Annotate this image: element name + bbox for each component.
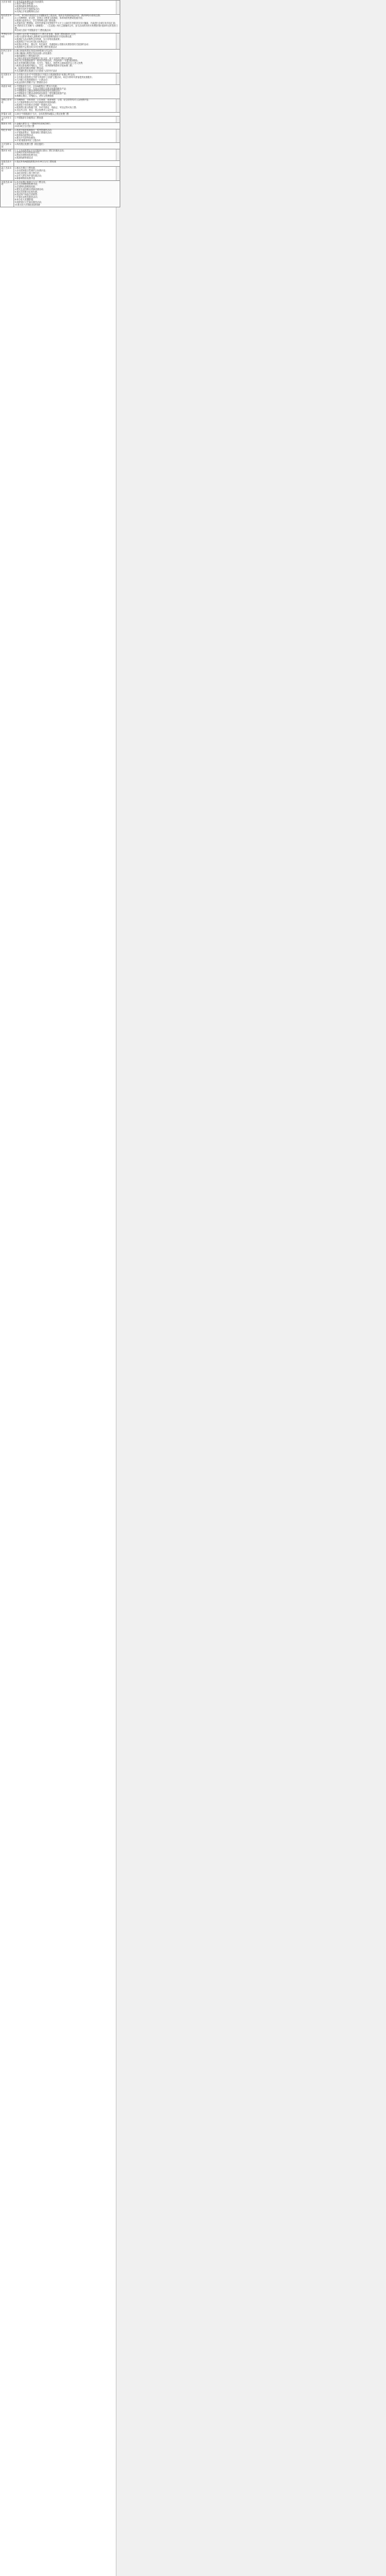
activity-item: 9.组织垦区文艺演出惠民活动； bbox=[15, 200, 44, 204]
activity-item: 4.旅游线路特惠活动 bbox=[15, 156, 33, 160]
activity-item: 5.珠峰山景区，对残疾人、老年人免费游园 bbox=[15, 95, 54, 98]
activity-item: 1.旅游节旅游系统推出一系列的惠民活动； bbox=[15, 129, 54, 132]
activity-item: 4.吉林大湾省直有雪林游园门价五折，低于五折的门票以五折购； bbox=[15, 57, 74, 60]
table-row bbox=[1, 99, 120, 113]
activity-item: 4.旅游专线车开通惠客活动； bbox=[15, 8, 41, 11]
activity-item: 4.旅游景区推出特惠门票，持有导游证、残疾证、军官证等可免门票； bbox=[15, 106, 78, 109]
activity-item: 3.乌苏镇文化旅游团推出一日游活动； bbox=[15, 78, 50, 81]
table-row bbox=[1, 1, 120, 15]
activity-item: 2.公共博物馆、纪念馆、爱国主义教育示范基地、体育场馆免费或优惠开放； bbox=[15, 16, 84, 19]
activity-cell bbox=[14, 167, 120, 181]
activity-item: 5.垦区宾馆推出住宿优惠； bbox=[15, 191, 39, 194]
city-cell: 鸡西市 5项 bbox=[1, 85, 14, 99]
activity-item: 1.中国旅游日当天，全市A级景区门票实行优惠； bbox=[15, 84, 59, 88]
activity-item: 2.5月19日当天免门票 bbox=[15, 125, 35, 128]
activity-item: 2.凉水国家级自然保护区免费开放； bbox=[15, 169, 48, 172]
city-cell: 佳木斯市 4项 bbox=[1, 73, 14, 85]
activity-item: 3.中国旅游日主题活动网络同步推送有奖竞猜活动； bbox=[15, 90, 62, 93]
activity-cell bbox=[14, 73, 120, 85]
activity-item: 6.旅游推介会推出5月19日免费门票的优惠活动 bbox=[15, 45, 57, 48]
activity-item: 1.所有景区免费门票（除北极村） bbox=[15, 142, 46, 146]
activity-item: 9.雪龙湖风景区旅游日当天游客“入园半价”活动 bbox=[15, 70, 57, 73]
city-cell: 农垦总局 1项 bbox=[1, 160, 14, 167]
activity-item: 4.抚远县推出黑瞎子岛门票惠民活动 bbox=[15, 80, 48, 84]
activity-cell bbox=[14, 129, 120, 143]
activity-item: 8.举办北大荒摄影展； bbox=[15, 198, 35, 201]
activity-cell bbox=[14, 181, 120, 207]
activity-item: 1.各农场景区旅游日当天门票全免； bbox=[15, 180, 48, 184]
activity-item: 5.开展“健康游绥化”主题活动 bbox=[15, 138, 41, 142]
activity-item: 1.全市旅行社针对“中国旅游日”开展当日旅游团报价“优惠让利”活动； bbox=[15, 73, 77, 76]
activity-item: 6.启动行及哈“中国旅游日”门票优惠活动 bbox=[15, 29, 51, 32]
table-row bbox=[1, 117, 120, 123]
activity-item: 1.19日“中国旅游日”当天，全市范围内A级以上景区免费门票 bbox=[15, 112, 69, 115]
activity-item: 1.中国旅游日各级景区门票优惠 bbox=[15, 116, 44, 119]
activity-item: 2.当天旅游特推出有关周边游惠民的旅游线路； bbox=[15, 101, 58, 104]
activity-item: 3.农垦特色游路线优惠； bbox=[15, 185, 37, 189]
activity-item: 1.五大连池风景区在中国旅游日推出门票打折惠民活动； bbox=[15, 149, 66, 152]
activity-item: 4.旅游景区于5月19日推出免费活动； bbox=[15, 41, 49, 44]
activity-item: 7.威虎山影视城对残疾人、学生、优秀教师等群体享受免费门票； bbox=[15, 64, 74, 68]
city-cell: 伊春市 1项 bbox=[1, 113, 14, 117]
city-cell: 齐齐哈尔市 6项 bbox=[1, 33, 14, 49]
city-cell: 大庆市 5项 bbox=[1, 1, 14, 15]
table-row bbox=[1, 143, 120, 149]
activity-item: 5.市区内公园、景区、景点免费对公众开放 bbox=[15, 108, 54, 111]
activity-cell bbox=[14, 149, 120, 161]
activity-item: 1.林区各景区门票优惠； bbox=[15, 166, 37, 169]
activity-item: 4.推出乡村游特色路线； bbox=[15, 136, 37, 139]
activity-item: 5.轮滑山风景区、置山园、哈拉新村、泰湖湿地公园推出免费游园有关旅游的活动； bbox=[15, 43, 91, 46]
activity-item: 3.旅游线路免费特惠活动； bbox=[15, 5, 39, 8]
city-cell: 牡丹江市 9项 bbox=[1, 50, 14, 73]
activity-item: 2.爱辉历史陈列馆免费开放； bbox=[15, 151, 41, 155]
activity-cell bbox=[14, 117, 120, 123]
activity-item: 3.旅游电子商务推出全网统一的惠民活动； bbox=[15, 103, 54, 106]
activity-item: 2.旅行社推荐“鹤城人游鹤城”活动的旅游路线报价享受免费优惠； bbox=[15, 35, 73, 39]
activity-item: 1.金融大厦在“五一”期间所有房间打8折； bbox=[15, 122, 52, 126]
activity-cell bbox=[14, 33, 120, 49]
table-row bbox=[1, 167, 120, 181]
activity-item: 5.坑码红手机团购特价活动 bbox=[15, 10, 39, 14]
activity-item: 6.垦区特产商品打折销售； bbox=[15, 193, 39, 196]
activity-item: 2.中国旅游日当天，支持全市旅行社推出优惠线路及产品； bbox=[15, 87, 68, 90]
city-cell: 大兴安岭 1项 bbox=[1, 143, 14, 149]
table-row bbox=[1, 149, 120, 161]
activity-item: 1.垦区所有A级旅游景区5月19日当天门票优惠 bbox=[15, 160, 57, 164]
activity-item: 3.镜泊湖景区门票优惠打折； bbox=[15, 54, 41, 57]
activity-item: 7.开展农业科技展览活动； bbox=[15, 195, 39, 198]
activity-cell bbox=[14, 122, 120, 129]
table-row bbox=[1, 73, 120, 85]
table-row bbox=[1, 14, 120, 33]
activity-cell bbox=[14, 143, 120, 149]
activity-cell bbox=[14, 99, 120, 113]
activity-item: 4.老商音乐门票国际：市民凭游客日有资格中午大厅上公演后打折欣赏音乐厅播演，只能进行全城文化音乐汇演； bbox=[15, 21, 117, 24]
activity-item: 4.中国旅游日主题活动网络同步推送二等奖赠送旅游产品； bbox=[15, 92, 68, 95]
activity-item: 2.北大荒博物馆免费开放； bbox=[15, 183, 39, 186]
activity-item: 8.一起游乐园推出特惠门票活动； bbox=[15, 67, 46, 70]
city-cell: 黑河市 4项 bbox=[1, 149, 14, 161]
activity-cell bbox=[14, 14, 120, 33]
activity-item: 10.推出北大荒精品旅游线路 bbox=[15, 203, 41, 206]
activity-item: 1.发放温泉免费活动红包优惠券； bbox=[15, 0, 46, 3]
activity-item: 1.组织行业开展“中国旅游日”门票打折优惠，旅游门票优惠到七五折； bbox=[15, 33, 78, 36]
activity-item: 4.观光农业园推出采摘优惠活动； bbox=[15, 188, 46, 191]
activity-item: 4.亚布力滑雪场开展优惠活动； bbox=[15, 174, 44, 177]
city-cell: 绥化市 5项 bbox=[1, 129, 14, 143]
activity-item: 5.“老药东打艺术晚”与《新晚报》、《生活报》两大主流媒体合作，参与活动的市民可免费获得价值100元的老药门票。 bbox=[15, 24, 118, 30]
activity-item: 3.旅游日赶老年人、学生等特殊人群门票优惠； bbox=[15, 19, 58, 22]
activity-cell bbox=[14, 1, 120, 15]
document-sheet bbox=[0, 0, 116, 2576]
activity-item: 2.开展旅游景区、旅游线路门票惠民活动； bbox=[15, 131, 54, 135]
activity-item: 5.林都博物馆免费开放 bbox=[15, 176, 35, 180]
activity-item: 3.黑河市博物馆免费开放； bbox=[15, 154, 39, 157]
city-cell: 鹤岗市 2项 bbox=[1, 122, 14, 129]
activity-cell bbox=[14, 160, 120, 167]
activity-item: 1.林口林泉风景区发放1000张30元代金券； bbox=[15, 49, 55, 52]
content-table bbox=[0, 0, 120, 207]
table-row bbox=[1, 129, 120, 143]
activity-item: 1.1年，举办哈尔滨春光五月相聚冰雪之旅活动，组织自驾游游客赴伊春、漠河和哈尔滨周边游； bbox=[15, 14, 102, 17]
city-cell: 七台河市 1项 bbox=[1, 117, 14, 123]
activity-cell bbox=[14, 85, 120, 99]
table-row bbox=[1, 181, 120, 207]
activity-item: 6.东北虎林园推出优惠：凡学生、残疾人、现役军人和60周岁以上老人免费； bbox=[15, 62, 85, 65]
table-row bbox=[1, 33, 120, 49]
activity-item: 2.全市重点旅游景点开展“自驾游车主优惠”主题活动，向佳木斯驾车游客提供优惠服务； bbox=[15, 75, 94, 79]
table-row bbox=[1, 122, 120, 129]
activity-item: 1.市博物馆、市体育馆、公共场馆、体育场馆、公园、纪念馆等均对公众免费开放； bbox=[15, 99, 91, 102]
city-cell: 农垦总局 10项 bbox=[1, 181, 14, 207]
table-row bbox=[1, 50, 120, 73]
activity-cell bbox=[14, 50, 120, 73]
table-row bbox=[1, 85, 120, 99]
activity-item: 5.牡丹江市旅游局推介一系列乡村游活动，开设两条“一卡通”惠民路线； bbox=[15, 59, 80, 62]
city-cell: 森工总局 5项 bbox=[1, 167, 14, 181]
table-row bbox=[1, 160, 120, 167]
activity-item: 3.汤旺河国家公园门票打折； bbox=[15, 171, 41, 175]
activity-item: 3.旅游纪念品店销售业务特惠，实行价格优惠政策； bbox=[15, 38, 62, 41]
activity-item: 2.景区门票打折优惠； bbox=[15, 3, 35, 6]
activity-item: 2.林口鲍涛山风景区发放优惠八折优惠券； bbox=[15, 52, 54, 55]
city-cell: 双鸭山市 5项 bbox=[1, 99, 14, 113]
city-cell: 哈尔滨市 5项 bbox=[1, 14, 14, 33]
activity-item: 3.旅游商品展销活动； bbox=[15, 134, 35, 137]
